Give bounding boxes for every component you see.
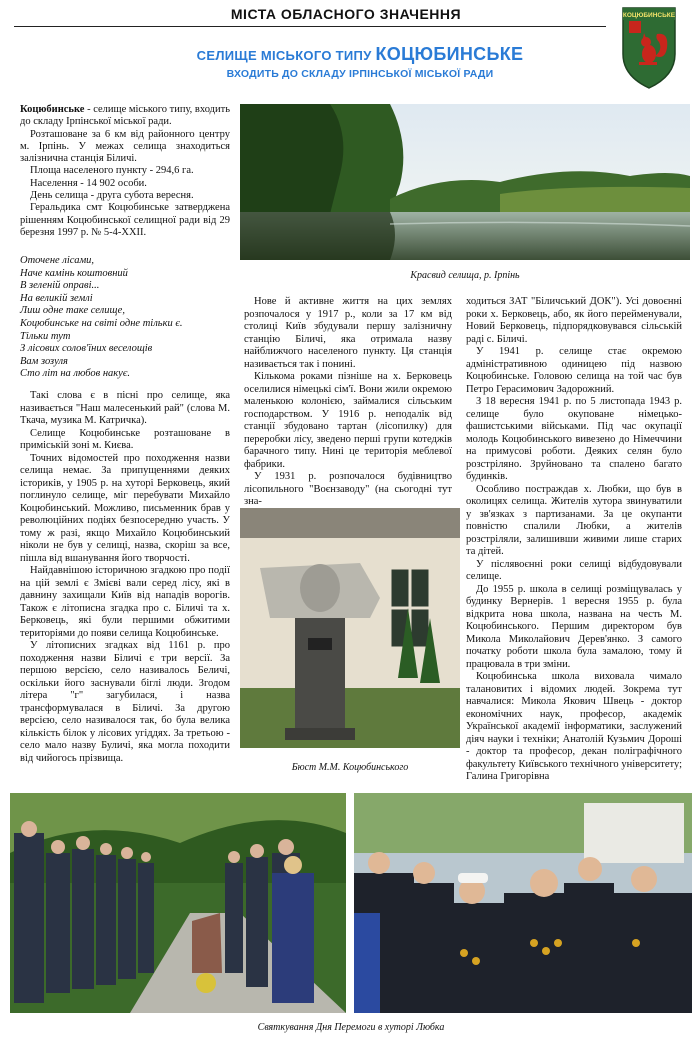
poem-line: В зеленій оправі... bbox=[20, 280, 100, 292]
paragraph: У 1941 р. селище стає окремою адміністративною одиницею під назвою Коцюбинське. Головою селища на той час був Петро Герасимович Задорожний. bbox=[466, 346, 682, 395]
article-column-2 bbox=[244, 296, 452, 509]
paragraph: З 18 вересня 1941 р. по 5 листопада 1943 р. селище було окуповане німецько-фашистськими військами. Під час окупації молодь Коцюбинського вивезено до Німеччини на примусові роботи. Деяких селян було розстріляно. Зруйновано та спалено багато будинків. bbox=[466, 396, 682, 482]
poem bbox=[20, 255, 230, 381]
intro-population: Населення - 14 902 особи. bbox=[30, 177, 147, 189]
paragraph: ходиться ЗАТ "Біличський ДОК"). Усі довоєнні роки х. Берковець, або, як його перейменували, Новий Берковець, підпорядковувався сільській раді с. Біличі. bbox=[466, 296, 682, 345]
victory-day-photo-memorial bbox=[10, 793, 346, 1013]
paragraph: До 1955 р. школа в селищі розміщувалась у будинку Вернерів. 1 вересня 1955 р. була відкрита нова школа, названа на честь М. Коцюбинського. Першим директором був Микола Миколайович Дерев'янко. З самого початку роботи школа була замалою, тому й працювала в три зміни. bbox=[466, 583, 682, 670]
section-title: МІСТА ОБЛАСНОГО ЗНАЧЕННЯ bbox=[230, 6, 462, 22]
paragraph: Точних відомостей про походження назви селища немає. За припущеннями деяких істориків, у 1905 р. на хуторі Берковець, який поглинуло селище, міг перебувати Михайло Коцюбинський. Можливо, письменник брав у революційних подіях безпосередню участь. У тому ж разі, якщо Михайло Коцюбинський ніколи не був у селищі, назва, скоріш за все, пішла від вшанування його творчості. bbox=[20, 452, 230, 564]
coat-of-arms-emblem bbox=[619, 4, 679, 90]
page-header bbox=[0, 0, 700, 40]
poem-line: Оточене лісами, bbox=[20, 255, 95, 266]
intro-area: Площа населеного пункту - 294,6 га. bbox=[30, 165, 194, 177]
bust-caption: Бюст М.М. Коцюбинського bbox=[291, 762, 409, 773]
poem-line: Лиш одне таке селище, bbox=[20, 305, 125, 317]
victory-day-caption: Святкування Дня Перемоги в хуторі Любка bbox=[257, 1022, 445, 1033]
paragraph: У 1931 р. розпочалося будівництво лісопильного "Воєнзаводу" (на сьогодні тут зна- bbox=[244, 471, 452, 507]
emblem-text: КОЦЮБИНСЬКЕ bbox=[622, 12, 676, 19]
intro-name: Коцюбинське bbox=[20, 104, 85, 115]
poem-line: На великій землі bbox=[20, 292, 93, 304]
intro-location: Розташоване за 6 км від районного центру м. Ірпінь. У межах селища знаходиться залізнична станція Біличі. bbox=[20, 128, 230, 165]
poem-line: Тільки тут bbox=[20, 330, 71, 342]
paragraph: Особливо постраждав х. Любки, що був в околицях селища. Жителів хутора звинуватили у зв'язках з партизанами. За це окупанти повністю спалили Любки, а жителів розстріляли, залишивши живими лише старих та дітей. bbox=[466, 483, 682, 557]
paragraph: Коцюбинська школа виховала чимало талановитих і відомих людей. Зокрема тут навчалися: Микола Якович Швець - доктор економічних наук, професор, академік Української академії інформатики, заслужений діяч науки і техніки; Анатолій Кузьмич Дороші - доктор та професор, декан поліграфічного факультету Київського технічного університету; Галина Григорівна bbox=[466, 671, 682, 782]
intro-facts bbox=[20, 104, 230, 239]
article-title-name: КОЦЮБИНСЬКЕ bbox=[375, 44, 524, 64]
article-title bbox=[130, 44, 590, 65]
paragraph: Нове й активне життя на цих землях розпочалося у 1917 р., коли за 17 км від столиці Київ збудували першу залізничну станцію Біличі, яка отримала назву найближчого населеного пункту. Ця станція називається так і понині. bbox=[244, 296, 452, 370]
victory-day-photo-veterans bbox=[354, 793, 692, 1013]
poem-line: Сто літ на любов накує. bbox=[20, 368, 131, 380]
paragraph: Найдавнішою історичною згадкою про події на цій землі є Змієві вали серед лісу, які в давнину захищали Київ від нападів ворогів. Також є літописна згадка про с. Біличі та х. Берковець, які були першими обжитими територіями до появи селища Коцюбинське. bbox=[20, 565, 230, 639]
article-title-prefix: СЕЛИЩЕ МІСЬКОГО ТИПУ bbox=[196, 48, 376, 63]
poem-line: З лісових солов'їних веселощів bbox=[20, 343, 153, 355]
landscape-caption: Красвид селища, р. Ірпінь bbox=[410, 270, 520, 281]
poem-line: Наче камінь коштовний bbox=[20, 267, 128, 279]
article-column-1 bbox=[20, 390, 230, 765]
poem-line: Коцюбинське на світі одне тільки є. bbox=[20, 317, 183, 329]
header-divider bbox=[14, 26, 606, 27]
article-subtitle: ВХОДИТЬ ДО СКЛАДУ ІРПІНСЬКОЇ МІСЬКОЇ РАДИ bbox=[226, 68, 494, 80]
article-column-3 bbox=[466, 296, 682, 784]
intro-day: День селища - друга субота вересня. bbox=[30, 190, 194, 202]
paragraph: Кількома роками пізніше на х. Берковець оселилися німецькі сім'ї. Вони жили окремою маленькою колонією, займалися сільським господарством. У 1916 р. неподалік від станції збудовано тартан (лісопилку) для переробки лісу, зведено перші групи котеджів барачного типу. Нині це територія меблевої фабрики. bbox=[244, 371, 452, 470]
paragraph: У післявоєнні роки селищі відбудовували селище. bbox=[466, 558, 682, 582]
intro-paragraph bbox=[20, 104, 230, 129]
paragraph: Селище Коцюбинське розташоване в приміській зоні м. Києва. bbox=[20, 427, 230, 451]
intro-heraldry: Геральдика смт Коцюбинське затверджена рішенням Коцюбинської селищної ради від 29 березня 1997 р. № 5-4-XXII. bbox=[20, 202, 230, 238]
intro-text: - селище міського типу, входить до складу Ірпінської міської ради. bbox=[20, 104, 230, 128]
paragraph: У літописних згадках від 1161 р. про походження назви Біличі є три версії. За першою версією, село називалось Беличі, оскільки його заснували біглі люди. Згодом літера "г" загубилася, і назва трансформувалася в Біличі. За другою версією, село називалося так, бо була велика кількість білок у лісових угіддях. За третьою - село мало назву Буличі, яка могла походити від чийогось прізвища. bbox=[20, 640, 230, 764]
paragraph: Такі слова є в пісні про селище, яка називається "Наш малесенький рай" (слова М. Ткача, музика М. Катричка). bbox=[20, 390, 230, 426]
bust-photo bbox=[240, 508, 460, 748]
landscape-photo bbox=[240, 104, 690, 260]
poem-line: Вам зозуля bbox=[20, 355, 68, 367]
